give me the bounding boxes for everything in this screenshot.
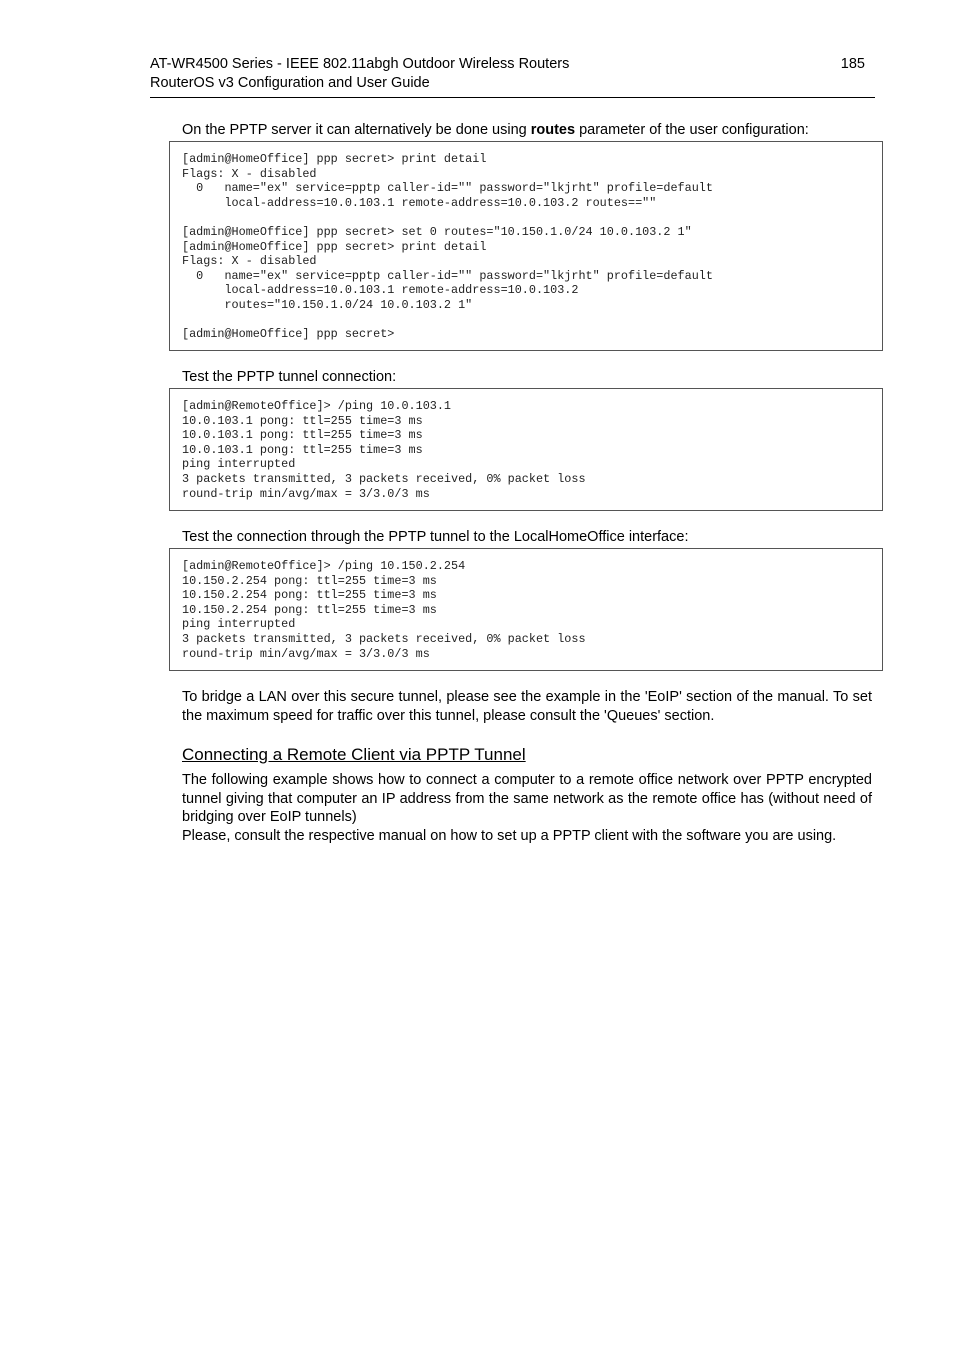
page-header bbox=[150, 55, 875, 98]
code-line: round-trip min/avg/max = 3/3.0/3 ms bbox=[182, 646, 430, 661]
section-paragraph-2: Please, consult the respective manual on how to set up a PPTP client with the software you are using. bbox=[182, 828, 837, 844]
header-line-1 bbox=[150, 55, 875, 74]
code-line: 10.0.103.1 pong: ttl=255 time=3 ms bbox=[182, 428, 423, 443]
code-line: 10.150.2.254 pong: ttl=255 time=3 ms bbox=[182, 602, 437, 617]
code-line bbox=[182, 210, 870, 225]
header-subtitle: RouterOS v3 Configuration and User Guide bbox=[150, 75, 430, 91]
bridge-paragraph: To bridge a LAN over this secure tunnel, please see the example in the 'EoIP' section of the manual. To set the maximum speed for traffic over this tunnel, please consult the 'Queues' section. bbox=[182, 689, 872, 724]
code-line: routes="10.150.1.0/24 10.0.103.2 1" bbox=[182, 297, 473, 312]
code-block-ping-local bbox=[169, 548, 883, 671]
code-line: Flags: X - disabled bbox=[182, 254, 317, 269]
code-line: ping interrupted bbox=[182, 617, 296, 632]
header-title: AT-WR4500 Series - IEEE 802.11abgh Outdoor Wireless Routers bbox=[150, 56, 570, 72]
test-tunnel-label: Test the PPTP tunnel connection: bbox=[182, 369, 397, 385]
code-line bbox=[182, 313, 870, 328]
code-line: 3 packets transmitted, 3 packets received, 0% packet loss bbox=[182, 631, 586, 646]
page-number: 185 bbox=[840, 56, 865, 72]
code-line: local-address=10.0.103.1 remote-address=10.0.103.2 routes=="" bbox=[182, 195, 657, 210]
code-line: Flags: X - disabled bbox=[182, 166, 317, 181]
section-paragraph: The following example shows how to connect a computer to a remote office network over PPTP encrypted tunnel giving that computer an IP address from the same network as the remote office has (without need of bridging over EoIP tunnels) bbox=[182, 772, 872, 825]
code-line: 10.0.103.1 pong: ttl=255 time=3 ms bbox=[182, 413, 423, 428]
intro-text-before: On the PPTP server it can alternatively be done using bbox=[182, 122, 531, 138]
code-line: ping interrupted bbox=[182, 457, 296, 472]
code-line: [admin@HomeOffice] ppp secret> set 0 routes="10.150.1.0/24 10.0.103.2 1" bbox=[182, 224, 692, 239]
intro-text-after: parameter of the user configuration: bbox=[575, 122, 809, 138]
code-line: [admin@HomeOffice] ppp secret> print detail bbox=[182, 239, 487, 254]
code-line: [admin@RemoteOffice]> /ping 10.150.2.254 bbox=[182, 559, 466, 573]
test-through-label: Test the connection through the PPTP tunnel to the LocalHomeOffice interface: bbox=[182, 529, 689, 545]
section-heading: Connecting a Remote Client via PPTP Tunnel bbox=[182, 745, 526, 764]
intro-text-bold: routes bbox=[530, 122, 576, 138]
code-line: 10.0.103.1 pong: ttl=255 time=3 ms bbox=[182, 442, 423, 457]
code-line: 0 name="ex" service=pptp caller-id="" password="lkjrht" profile=default bbox=[182, 181, 713, 196]
code-line: [admin@HomeOffice] ppp secret> bbox=[182, 327, 395, 342]
code-line: 3 packets transmitted, 3 packets received, 0% packet loss bbox=[182, 471, 586, 486]
code-block-ppp-secret bbox=[169, 141, 883, 351]
code-line: 0 name="ex" service=pptp caller-id="" password="lkjrht" profile=default bbox=[182, 268, 713, 283]
code-block-ping-tunnel bbox=[169, 388, 883, 511]
intro-paragraph bbox=[182, 121, 872, 140]
code-line: round-trip min/avg/max = 3/3.0/3 ms bbox=[182, 486, 430, 501]
code-line: local-address=10.0.103.1 remote-address=10.0.103.2 bbox=[182, 283, 579, 298]
code-line: [admin@RemoteOffice]> /ping 10.0.103.1 bbox=[182, 399, 452, 413]
code-line: [admin@HomeOffice] ppp secret> print detail bbox=[182, 152, 487, 166]
code-line: 10.150.2.254 pong: ttl=255 time=3 ms bbox=[182, 588, 437, 603]
code-line: 10.150.2.254 pong: ttl=255 time=3 ms bbox=[182, 573, 437, 588]
